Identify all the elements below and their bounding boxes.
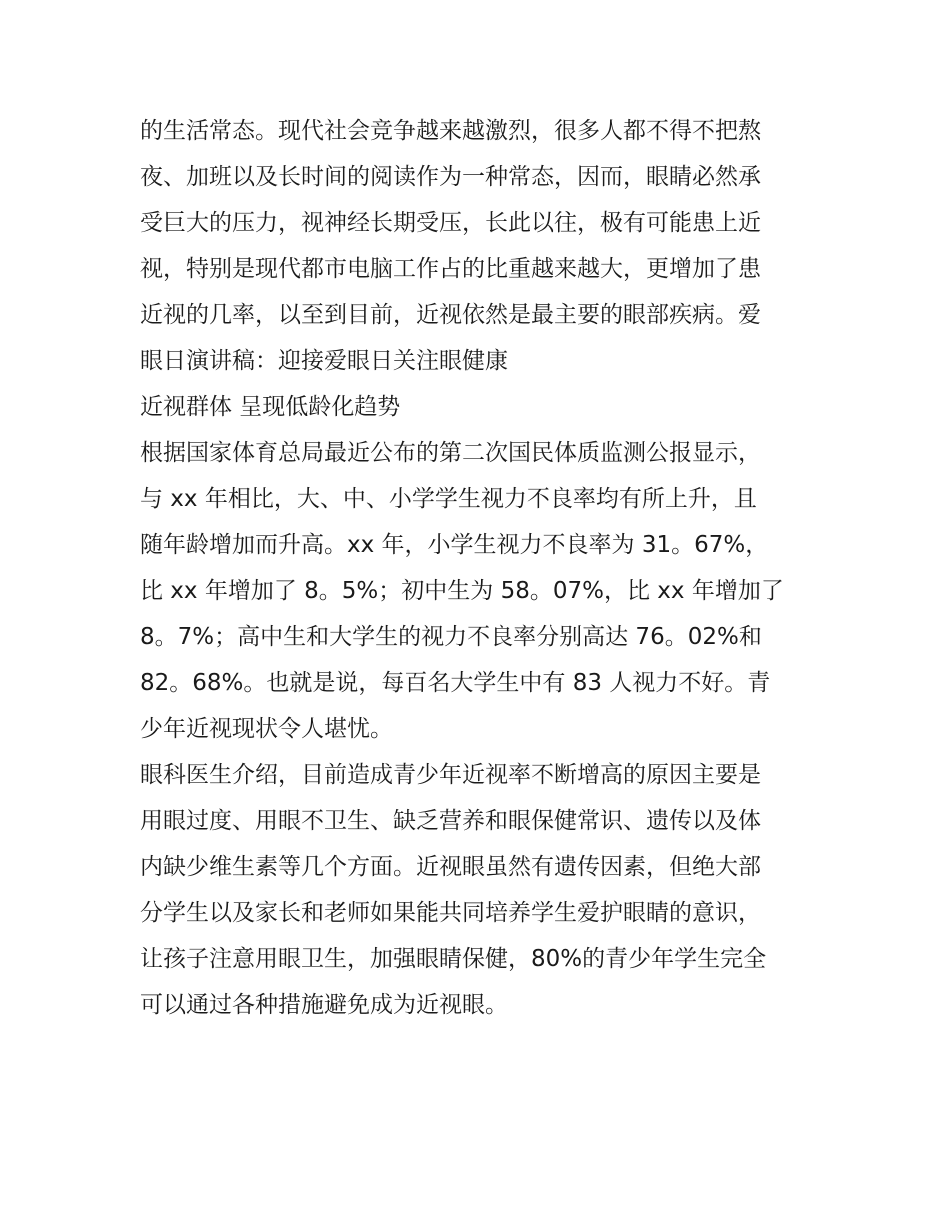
text-line: 分学生以及家长和老师如果能共同培养学生爱护眼睛的意识， <box>140 900 761 926</box>
text-line: 少年近视现状令人堪忧。 <box>140 716 393 742</box>
document-body <box>140 108 812 1028</box>
text-line: 8。7%；高中生和大学生的视力不良率分别高达 76。02%和 <box>140 624 762 650</box>
text-line: 与 xx 年相比，大、中、小学学生视力不良率均有所上升，且 <box>140 486 757 512</box>
paragraph-causes <box>140 752 812 1028</box>
text-line: 近视的几率，以至到目前，近视依然是最主要的眼部疾病。爱 <box>140 302 761 328</box>
text-line: 比 xx 年增加了 8。5%；初中生为 58。07%，比 xx 年增加了 <box>140 578 784 604</box>
text-line: 的生活常态。现代社会竞争越来越激烈，很多人都不得不把熬 <box>140 118 761 144</box>
section-heading <box>140 384 812 430</box>
text-line: 眼日演讲稿：迎接爱眼日关注眼健康 <box>140 348 508 374</box>
text-line: 让孩子注意用眼卫生，加强眼睛保健，80%的青少年学生完全 <box>140 946 767 972</box>
text-line: 视，特别是现代都市电脑工作占的比重越来越大，更增加了患 <box>140 256 761 282</box>
text-line: 82。68%。也就是说，每百名大学生中有 83 人视力不好。青 <box>140 670 771 696</box>
text-line: 用眼过度、用眼不卫生、缺乏营养和眼保健常识、遗传以及体 <box>140 808 761 834</box>
text-line: 受巨大的压力，视神经长期受压，长此以往，极有可能患上近 <box>140 210 761 236</box>
text-line: 随年龄增加而升高。xx 年，小学生视力不良率为 31。67%， <box>140 532 769 558</box>
text-line: 夜、加班以及长时间的阅读作为一种常态，因而，眼睛必然承 <box>140 164 761 190</box>
paragraph-statistics <box>140 430 812 752</box>
text-line: 内缺少维生素等几个方面。近视眼虽然有遗传因素，但绝大部 <box>140 854 761 880</box>
heading-line: 近视群体 呈现低龄化趋势 <box>140 394 401 420</box>
text-line: 根据国家体育总局最近公布的第二次国民体质监测公报显示， <box>140 440 761 466</box>
paragraph-eye-strain <box>140 108 812 384</box>
text-line: 眼科医生介绍，目前造成青少年近视率不断增高的原因主要是 <box>140 762 761 788</box>
text-line: 可以通过各种措施避免成为近视眼。 <box>140 992 508 1018</box>
